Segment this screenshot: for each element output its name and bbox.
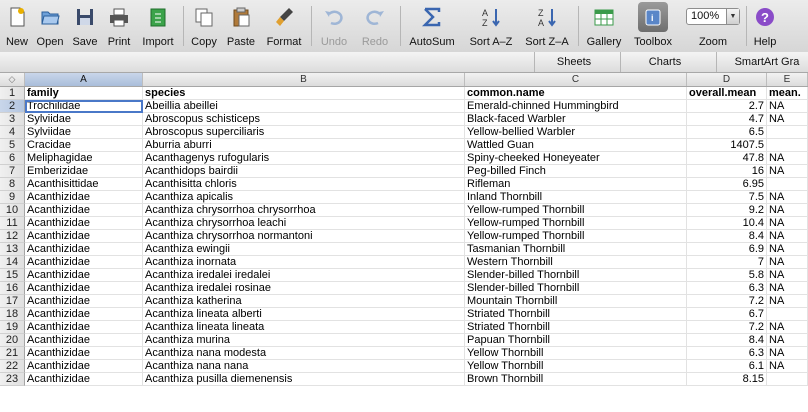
cell[interactable]: Wattled Guan [465, 139, 687, 152]
cell[interactable]: Meliphagidae [25, 152, 143, 165]
cell[interactable]: Striated Thornbill [465, 321, 687, 334]
undo-button[interactable]: Undo [315, 0, 353, 52]
cell[interactable]: NA [767, 204, 808, 217]
header-data-row [0, 87, 808, 100]
table-row [0, 126, 808, 139]
cell[interactable]: Acanthizidae [25, 295, 143, 308]
table-row [0, 165, 808, 178]
cell[interactable]: 8.4 [687, 334, 767, 347]
cell[interactable]: Acanthizidae [25, 334, 143, 347]
row-number[interactable]: 15 [0, 269, 25, 282]
cell[interactable]: Inland Thornbill [465, 191, 687, 204]
cell[interactable]: Acanthizidae [25, 308, 143, 321]
sort-ascending-button[interactable]: A Z Sort A–Z [469, 8, 513, 48]
cell[interactable]: Spiny-cheeked Honeyeater [465, 152, 687, 165]
table-row [0, 204, 808, 217]
cell[interactable]: Mountain Thornbill [465, 295, 687, 308]
svg-text:?: ? [761, 10, 769, 25]
row-number[interactable]: 12 [0, 230, 25, 243]
cell[interactable]: Yellow-rumped Thornbill [465, 204, 687, 217]
table-row [0, 373, 808, 386]
table-row [0, 178, 808, 191]
ribbon-tab-bar [0, 52, 808, 73]
cell[interactable]: 7.2 [687, 295, 767, 308]
column-header-d[interactable]: D [687, 73, 767, 86]
cell[interactable]: Acanthagenys rufogularis [143, 152, 465, 165]
cell[interactable]: Acanthizidae [25, 269, 143, 282]
table-row [0, 243, 808, 256]
row-number[interactable]: 21 [0, 347, 25, 360]
column-header-b[interactable]: B [143, 73, 465, 86]
cell[interactable]: Sylviidae [25, 126, 143, 139]
help-button[interactable]: ? Help [750, 0, 780, 52]
cell[interactable]: NA [767, 230, 808, 243]
cell[interactable]: Abroscopus superciliaris [143, 126, 465, 139]
cell[interactable]: 8.15 [687, 373, 767, 386]
save-button[interactable]: Save [70, 0, 100, 52]
cell[interactable] [767, 373, 808, 386]
copy-icon [193, 6, 215, 28]
help-icon [754, 6, 776, 28]
gallery-icon [593, 6, 615, 28]
cell[interactable]: 7 [687, 256, 767, 269]
cell[interactable]: 9.2 [687, 204, 767, 217]
save-disk-icon [74, 6, 96, 28]
cell[interactable]: Black-faced Warbler [465, 113, 687, 126]
row-number[interactable]: 13 [0, 243, 25, 256]
table-row [0, 360, 808, 373]
sort-descending-button[interactable]: Z A Sort Z–A [525, 8, 569, 48]
cell[interactable]: NA [767, 282, 808, 295]
printer-icon [108, 6, 130, 28]
cell[interactable] [767, 178, 808, 191]
row-number[interactable]: 17 [0, 295, 25, 308]
row-number[interactable]: 20 [0, 334, 25, 347]
import-icon [147, 6, 169, 28]
row-number[interactable]: 5 [0, 139, 25, 152]
cell[interactable]: Acanthiza nana modesta [143, 347, 465, 360]
cell[interactable]: Peg-billed Finch [465, 165, 687, 178]
table-row [0, 334, 808, 347]
cell[interactable]: Yellow-bellied Warbler [465, 126, 687, 139]
open-button[interactable]: Open [33, 0, 67, 52]
cell[interactable]: Acanthiza chrysorrhoa normantoni [143, 230, 465, 243]
cell[interactable]: 6.1 [687, 360, 767, 373]
paste-button[interactable]: Paste [223, 0, 259, 52]
row-number[interactable]: 14 [0, 256, 25, 269]
cell[interactable]: NA [767, 360, 808, 373]
cell[interactable]: 6.3 [687, 282, 767, 295]
redo-button[interactable]: Redo [356, 0, 394, 52]
zoom-dropdown[interactable] [686, 8, 740, 25]
cell[interactable]: Western Thornbill [465, 256, 687, 269]
toolbar-separator [746, 6, 747, 46]
cell[interactable]: Acanthizidae [25, 321, 143, 334]
cell[interactable]: Acanthiza iredalei iredalei [143, 269, 465, 282]
row-number[interactable]: 2 [0, 100, 25, 113]
cell[interactable]: Aburria aburri [143, 139, 465, 152]
row-number[interactable]: 19 [0, 321, 25, 334]
new-button[interactable]: New [2, 0, 32, 52]
cell[interactable]: NA [767, 295, 808, 308]
toolbox-icon [642, 6, 664, 28]
cell[interactable]: Acanthizidae [25, 243, 143, 256]
row-number[interactable]: 1 [0, 87, 25, 100]
row-number[interactable]: 8 [0, 178, 25, 191]
table-row [0, 256, 808, 269]
table-row [0, 321, 808, 334]
svg-text:A: A [482, 8, 489, 18]
row-number[interactable]: 4 [0, 126, 25, 139]
toolbar-separator [311, 6, 312, 46]
cell[interactable]: 6.5 [687, 126, 767, 139]
cell[interactable]: Sylviidae [25, 113, 143, 126]
table-row [0, 295, 808, 308]
cell[interactable]: NA [767, 217, 808, 230]
spreadsheet-grid[interactable] [0, 73, 808, 412]
cell[interactable]: NA [767, 347, 808, 360]
row-number[interactable]: 10 [0, 204, 25, 217]
select-all-corner[interactable]: ◇ [0, 73, 25, 86]
print-button[interactable]: Print [102, 0, 136, 52]
cell[interactable]: Striated Thornbill [465, 308, 687, 321]
cell[interactable]: Acanthizidae [25, 217, 143, 230]
cell[interactable]: Acanthizidae [25, 191, 143, 204]
new-document-icon [6, 6, 28, 28]
cell[interactable] [767, 139, 808, 152]
cell[interactable]: Acanthizidae [25, 230, 143, 243]
format-brush-icon [273, 6, 295, 28]
table-row [0, 269, 808, 282]
svg-text:Z: Z [482, 18, 488, 28]
row-number[interactable]: 3 [0, 113, 25, 126]
column-header-a[interactable]: A [25, 73, 143, 86]
table-row [0, 139, 808, 152]
cell[interactable]: 6.95 [687, 178, 767, 191]
paste-clipboard-icon [230, 6, 252, 28]
row-number[interactable]: 7 [0, 165, 25, 178]
row-number[interactable]: 22 [0, 360, 25, 373]
cell[interactable]: Acanthisitta chloris [143, 178, 465, 191]
autosum-button[interactable]: AutoSum [404, 0, 460, 52]
cell[interactable]: NA [767, 191, 808, 204]
cell[interactable]: 4.7 [687, 113, 767, 126]
cell[interactable]: Acanthiza apicalis [143, 191, 465, 204]
cell[interactable]: NA [767, 334, 808, 347]
cell[interactable]: NA [767, 152, 808, 165]
cell[interactable] [767, 126, 808, 139]
cell[interactable]: family [25, 87, 143, 100]
cell[interactable]: Abroscopus schisticeps [143, 113, 465, 126]
row-number[interactable]: 11 [0, 217, 25, 230]
cell[interactable]: mean. [767, 87, 808, 100]
cell[interactable]: Cracidae [25, 139, 143, 152]
cell[interactable]: Acanthizidae [25, 282, 143, 295]
toolbar-separator [183, 6, 184, 46]
cell[interactable]: 1407.5 [687, 139, 767, 152]
table-row [0, 347, 808, 360]
cell[interactable]: Acanthizidae [25, 373, 143, 386]
cell[interactable]: overall.mean [687, 87, 767, 100]
open-folder-icon [39, 6, 61, 28]
column-header-row [0, 73, 808, 87]
cell[interactable]: Acanthiza nana nana [143, 360, 465, 373]
cell[interactable]: 16 [687, 165, 767, 178]
tab-smartart[interactable]: SmartArt Gra [716, 52, 808, 72]
row-number[interactable]: 9 [0, 191, 25, 204]
cell[interactable]: Brown Thornbill [465, 373, 687, 386]
cell[interactable]: Acanthiza iredalei rosinae [143, 282, 465, 295]
sort-ascending-icon [480, 6, 502, 28]
table-row [0, 191, 808, 204]
cell[interactable]: Abeillia abeillei [143, 100, 465, 113]
cell[interactable]: Acanthiza lineata lineata [143, 321, 465, 334]
cell[interactable]: Papuan Thornbill [465, 334, 687, 347]
copy-button[interactable]: Copy [188, 0, 220, 52]
cell[interactable]: 2.7 [687, 100, 767, 113]
cell[interactable]: Acanthisittidae [25, 178, 143, 191]
column-header-e[interactable]: E [767, 73, 808, 86]
table-row [0, 308, 808, 321]
cell[interactable]: NA [767, 243, 808, 256]
cell[interactable]: Acanthiza lineata alberti [143, 308, 465, 321]
standard-toolbar [0, 0, 808, 53]
column-header-c[interactable]: C [465, 73, 687, 86]
cell[interactable]: 8.4 [687, 230, 767, 243]
table-row [0, 217, 808, 230]
gallery-button[interactable]: Gallery [582, 0, 626, 52]
cell[interactable]: Acanthizidae [25, 347, 143, 360]
cell[interactable]: species [143, 87, 465, 100]
undo-icon [323, 6, 345, 28]
cell[interactable]: Acanthiza pusilla diemenensis [143, 373, 465, 386]
format-button[interactable]: Format [261, 0, 307, 52]
cell[interactable]: 7.5 [687, 191, 767, 204]
svg-text:Z: Z [538, 8, 544, 18]
cell[interactable]: Slender-billed Thornbill [465, 269, 687, 282]
zoom-value: 100% [691, 10, 720, 22]
sigma-icon [421, 6, 443, 28]
table-row [0, 113, 808, 126]
tab-sheets[interactable]: Sheets [534, 52, 613, 72]
row-number[interactable]: 6 [0, 152, 25, 165]
cell[interactable]: 6.9 [687, 243, 767, 256]
cell[interactable]: Acanthizidae [25, 360, 143, 373]
toolbar-separator [578, 6, 579, 46]
cell[interactable]: Acanthizidae [25, 256, 143, 269]
sort-descending-icon [536, 6, 558, 28]
redo-icon [364, 6, 386, 28]
cell[interactable]: 6.3 [687, 347, 767, 360]
cell[interactable]: Acanthizidae [25, 204, 143, 217]
row-number[interactable]: 23 [0, 373, 25, 386]
cell[interactable]: 7.2 [687, 321, 767, 334]
cell[interactable] [767, 308, 808, 321]
tab-charts[interactable]: Charts [620, 52, 709, 72]
cell[interactable]: NA [767, 256, 808, 269]
cell[interactable]: Emberizidae [25, 165, 143, 178]
cell[interactable]: NA [767, 100, 808, 113]
cell[interactable]: Acanthiza murina [143, 334, 465, 347]
cell[interactable]: Acanthiza chrysorrhoa chrysorrhoa [143, 204, 465, 217]
import-button[interactable]: Import [137, 0, 179, 52]
cell[interactable]: Acanthiza ewingii [143, 243, 465, 256]
cell[interactable]: Acanthidops bairdii [143, 165, 465, 178]
svg-text:A: A [538, 18, 545, 28]
cell[interactable]: Yellow-rumped Thornbill [465, 217, 687, 230]
cell[interactable]: Emerald-chinned Hummingbird [465, 100, 687, 113]
cell[interactable]: 6.7 [687, 308, 767, 321]
table-row [0, 152, 808, 165]
toolbar-separator [400, 6, 401, 46]
table-row [0, 100, 808, 113]
cell[interactable]: NA [767, 165, 808, 178]
cell[interactable]: Yellow Thornbill [465, 360, 687, 373]
cell[interactable]: Acanthiza inornata [143, 256, 465, 269]
cell[interactable]: Acanthiza chrysorrhoa leachi [143, 217, 465, 230]
cell[interactable]: Trochilidae [25, 100, 143, 113]
cell[interactable]: Slender-billed Thornbill [465, 282, 687, 295]
zoom-control[interactable]: 100% ▼ Zoom [682, 0, 744, 52]
cell[interactable]: Yellow Thornbill [465, 347, 687, 360]
table-row [0, 230, 808, 243]
cell[interactable]: NA [767, 321, 808, 334]
toolbox-button[interactable]: i Toolbox [628, 0, 678, 52]
cell[interactable]: Tasmanian Thornbill [465, 243, 687, 256]
svg-text:i: i [651, 13, 654, 23]
chevron-down-icon: ▼ [726, 9, 739, 24]
cell[interactable]: 5.8 [687, 269, 767, 282]
row-number[interactable]: 18 [0, 308, 25, 321]
cell[interactable]: Acanthiza katherina [143, 295, 465, 308]
cell[interactable]: 47.8 [687, 152, 767, 165]
table-row [0, 282, 808, 295]
cell[interactable]: common.name [465, 87, 687, 100]
row-number[interactable]: 16 [0, 282, 25, 295]
cell[interactable]: NA [767, 269, 808, 282]
cell[interactable]: Rifleman [465, 178, 687, 191]
cell[interactable]: Yellow-rumped Thornbill [465, 230, 687, 243]
cell[interactable]: 10.4 [687, 217, 767, 230]
cell[interactable]: NA [767, 113, 808, 126]
